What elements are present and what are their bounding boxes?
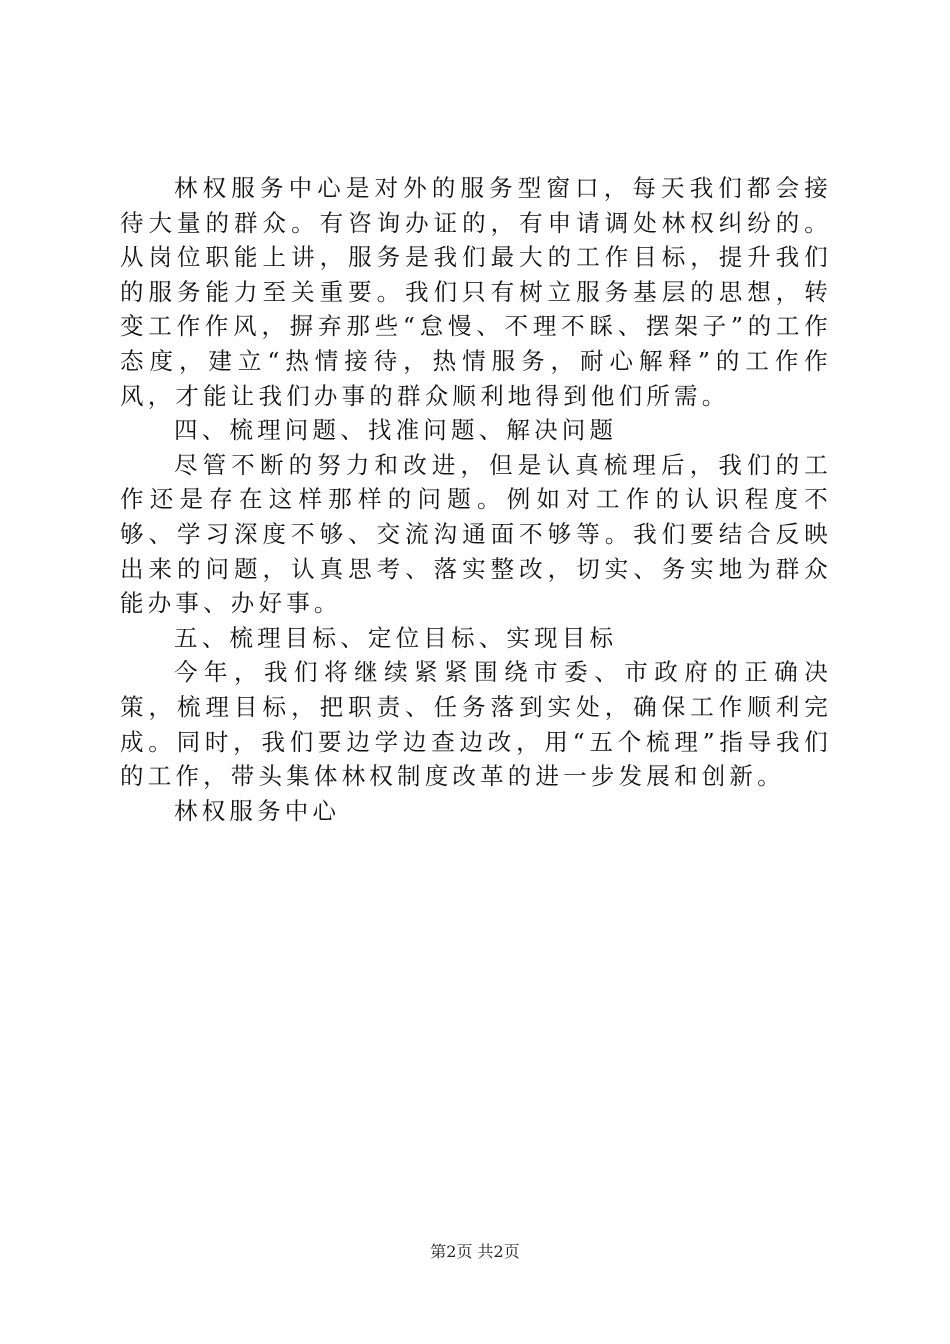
- page-number-footer: 第2页 共2页: [430, 1242, 520, 1261]
- paragraph-goals: 今年，我们将继续紧紧围绕市委、市政府的正确决策，梳理目标，把职责、任务落到实处，确保工作顺利完成。同时，我们要边学边查边改，用“五个梳理”指导我们的工作，带头集体林权制度改革的进一步发展和创新。: [120, 658, 832, 791]
- section-heading-four: 四、梳理问题、找准问题、解决问题: [174, 416, 618, 445]
- paragraph-service-window: 林权服务中心是对外的服务型窗口，每天我们都会接待大量的群众。有咨询办证的，有申请调处林权纠纷的。从岗位职能上讲，服务是我们最大的工作目标，提升我们的服务能力至关重要。我们只有树立服务基层的思想，转变工作作风，摒弃那些“怠慢、不理不睬、摆架子”的工作态度，建立“热情接待，热情服务，耐心解释”的工作作风，才能让我们办事的群众顺利地得到他们所需。: [120, 174, 832, 410]
- section-heading-five: 五、梳理目标、定位目标、实现目标: [174, 623, 618, 652]
- signature-organization: 林权服务中心: [174, 796, 341, 825]
- paragraph-problems: 尽管不断的努力和改进，但是认真梳理后，我们的工作还是存在这样那样的问题。例如对工作的认识程度不够、学习深度不够、交流沟通面不够等。我们要结合反映出来的问题，认真思考、落实整改，切实、务实地为群众能办事、办好事。: [120, 450, 832, 618]
- document-body: [120, 171, 832, 828]
